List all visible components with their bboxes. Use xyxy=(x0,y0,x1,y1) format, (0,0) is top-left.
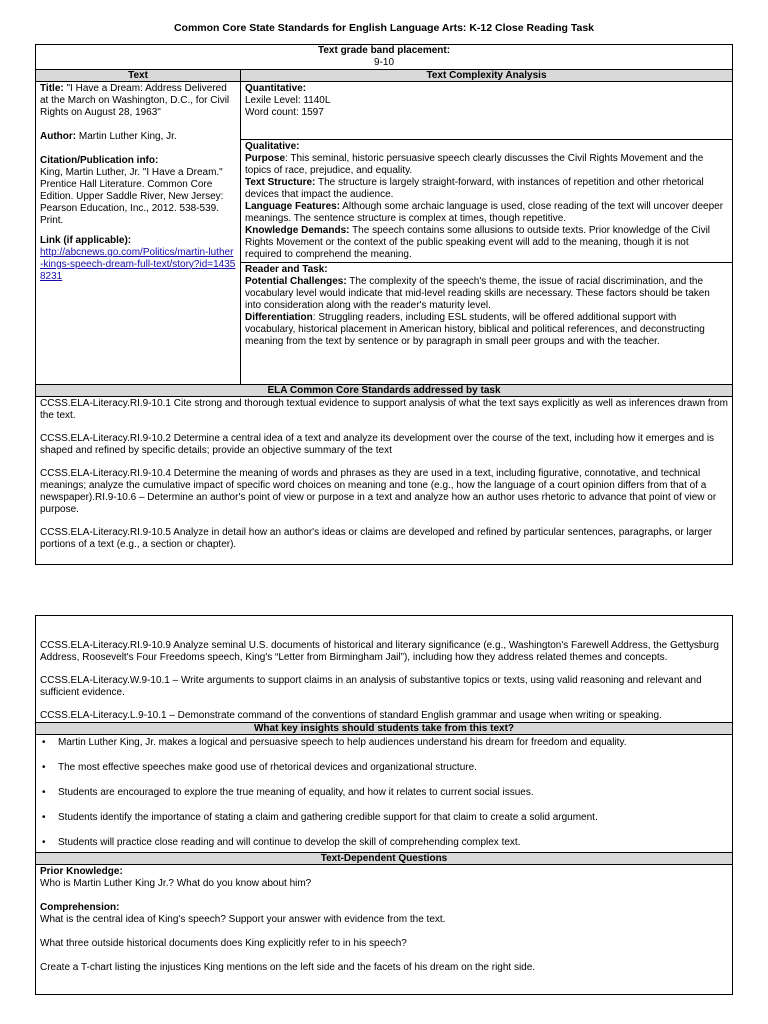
potential-challenges: Potential Challenges: The complexity of the speech's theme, the issue of racial discrimination, and the vocabulary level would indicate that mid-level reading skills are necessary. These factors should be taken into consideration along with the reader's maturity level. xyxy=(245,276,710,311)
lexile-level: Lexile Level: 1140L xyxy=(245,95,331,106)
comprehension-question: What is the central idea of King's speech? Support your answer with evidence from the text. xyxy=(40,914,446,925)
standards-cell-page1 xyxy=(36,397,733,565)
comprehension-question: Create a T-chart listing the injustices King mentions on the left side and the facets of his dream on the right side. xyxy=(40,962,536,973)
grade-band-value: 9-10 xyxy=(374,57,395,68)
quantitative-label: Quantitative: xyxy=(245,83,307,94)
grade-band-cell xyxy=(36,45,733,70)
quantitative-cell xyxy=(241,82,733,140)
standards-cell-page2 xyxy=(36,616,733,723)
grade-band-label: Text grade band placement: xyxy=(317,45,451,56)
standard-item: CCSS.ELA-Literacy.W.9-10.1 – Write arguments to support claims in an analysis of substantive topics or texts, using valid reasoning and relevant and sufficient evidence. xyxy=(40,675,702,698)
comprehension-question: What three outside historical documents does King explicitly refer to in his speech? xyxy=(40,938,407,949)
close-reading-table-page1 xyxy=(35,44,733,565)
qualitative-language-features: Language Features: Although some archaic language is used, close reading of the text will uncover deeper meanings. The sentence structure is complex at times, though repetitive. xyxy=(245,201,724,224)
insight-item: • Students identify the importance of stating a claim and gathering credible support for that claim to create a solid argument. xyxy=(40,812,728,824)
qualitative-label: Qualitative: xyxy=(245,141,300,152)
insights-header: What key insights should students take from this text? xyxy=(36,723,733,735)
standard-item: CCSS.ELA-Literacy.RI.9-10.9 Analyze seminal U.S. documents of historical and literary significance (e.g., Washington's Farewell Address, the Gettysburg Address, Roosevelt's Four Freedoms speech, King's “Letter from Birmingham Jail”), including how they address related themes and concepts. xyxy=(40,640,719,663)
qualitative-text-structure: Text Structure: The structure is largely straight-forward, with instances of repetition and other rhetorical devices that impact the audience. xyxy=(245,177,704,200)
citation-value: King, Martin Luther, Jr. "I Have a Dream." Prentice Hall Literature. Common Core Edition. Upper Saddle River, New Jersey: Pearson Education, Inc., 2012. 538-539. Print. xyxy=(40,167,224,226)
insight-item: • Students will practice close reading and will continue to develop the skill of comprehending complex text. xyxy=(40,837,728,849)
standard-item: CCSS.ELA-Literacy.RI.9-10.5 Analyze in detail how an author's ideas or claims are developed and refined by particular sentences, paragraphs, or larger portions of a text (e.g., a section or chapter). xyxy=(40,527,713,550)
standard-item: CCSS.ELA-Literacy.RI.9-10.4 Determine the meaning of words and phrases as they are used in a text, including figurative, connotative, and technical meanings; analyze the cumulative impact of specific word choices on meaning and tone (e.g., how the language of a court opinion differs from that of a newspaper).RI.9-10.6 – Determine an author's point of view or purpose in a text and analyze how an author uses rhetoric to advance that point of view or purpose. xyxy=(40,468,717,515)
insights-cell xyxy=(36,735,733,853)
tdq-header: Text-Dependent Questions xyxy=(36,853,733,865)
qualitative-cell xyxy=(241,140,733,263)
link-label: Link (if applicable): xyxy=(40,235,132,246)
prior-knowledge-label: Prior Knowledge: xyxy=(40,866,123,877)
text-info-cell xyxy=(36,82,241,385)
standard-item: CCSS.ELA-Literacy.RI.9-10.2 Determine a central idea of a text and analyze its development over the course of the text, including how it emerges and is shaped and refined by specific details; provide an objective summary of the text xyxy=(40,433,715,456)
title-value: "I Have a Dream: Address Delivered at the March on Washington, D.C., for Civil Rights on August 28, 1963" xyxy=(40,83,230,118)
text-title xyxy=(40,83,236,119)
prior-knowledge-question: Who is Martin Luther King Jr.? What do you know about him? xyxy=(40,878,312,889)
insight-item: • Martin Luther King, Jr. makes a logical and persuasive speech to help audiences understand his dream for freedom and equality. xyxy=(40,737,728,749)
text-author xyxy=(40,131,236,143)
differentiation: Differentiation: Struggling readers, including ESL students, will be offered additional support with vocabulary, historical placement in American history, biblical and political references, and deconstructing meaning from the text by sentence or by paragraph in small peer groups and with the teacher. xyxy=(245,312,705,347)
insights-list xyxy=(40,737,728,849)
close-reading-table-page2 xyxy=(35,615,733,995)
standards-header: ELA Common Core Standards addressed by task xyxy=(36,385,733,397)
reader-task-label: Reader and Task: xyxy=(245,264,328,275)
author-label: Author: xyxy=(40,131,77,142)
document-title: Common Core State Standards for English Language Arts: K-12 Close Reading Task xyxy=(173,22,595,34)
text-column-header: Text xyxy=(36,70,241,82)
author-value: Martin Luther King, Jr. xyxy=(76,131,177,142)
insight-item: • The most effective speeches make good use of rhetorical devices and organizational structure. xyxy=(40,762,728,774)
reader-task-cell xyxy=(241,263,733,385)
qualitative-knowledge-demands: Knowledge Demands: The speech contains some allusions to outside texts. Prior knowledge of the Civil Rights Movement or the context of the public speaking event will add to the meaning, though it is not required to comprehend the meaning. xyxy=(245,225,711,260)
analysis-column-header: Text Complexity Analysis xyxy=(241,70,733,82)
word-count: Word count: 1597 xyxy=(245,107,324,118)
standard-item: CCSS.ELA-Literacy.L.9-10.1 – Demonstrate command of the conventions of standard English grammar and usage when writing or speaking. xyxy=(40,710,662,721)
tdq-cell xyxy=(36,865,733,995)
title-label: Title: xyxy=(40,83,64,94)
qualitative-purpose: Purpose: This seminal, historic persuasive speech clearly discusses the Civil Rights Movement and the topics of race, prejudice, and equality. xyxy=(245,153,704,176)
insight-item: • Students are encouraged to explore the true meaning of equality, and how it relates to current social issues. xyxy=(40,787,728,799)
speech-text-link[interactable]: http://abcnews.go.com/Politics/martin-luther-kings-speech-dream-full-text/story?id=14358231 xyxy=(40,247,236,282)
citation-label: Citation/Publication info: xyxy=(40,155,159,166)
comprehension-label: Comprehension: xyxy=(40,902,120,913)
standard-item: CCSS.ELA-Literacy.RI.9-10.1 Cite strong and thorough textual evidence to support analysis of what the text says explicitly as well as inferences drawn from the text. xyxy=(40,398,728,421)
